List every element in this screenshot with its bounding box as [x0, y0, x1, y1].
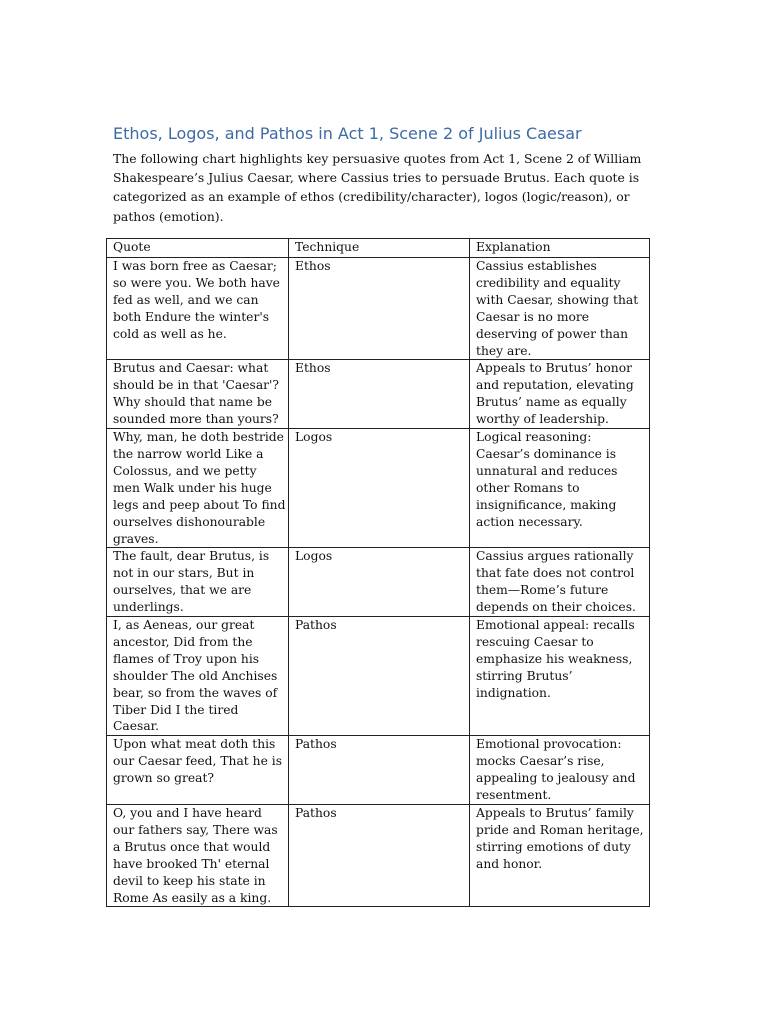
header-technique: Technique — [289, 239, 470, 258]
document-title: Ethos, Logos, and Pathos in Act 1, Scene 2 of Julius Caesar — [113, 124, 582, 143]
explanation-cell: Emotional provocation: mocks Caesar’s rise, appealing to jealousy and resentment. — [470, 736, 650, 805]
header-explanation: Explanation — [470, 239, 650, 258]
table-row — [107, 736, 650, 805]
table-row — [107, 617, 650, 736]
table-header-row — [107, 239, 650, 258]
explanation-cell: Cassius establishes credibility and equality with Caesar, showing that Caesar is no more deserving of power than they are. — [470, 258, 650, 360]
table-row — [107, 429, 650, 548]
explanation-cell: Emotional appeal: recalls rescuing Caesar to emphasize his weakness, stirring Brutus’ indignation. — [470, 617, 650, 736]
quote-cell: Why, man, he doth bestride the narrow world Like a Colossus, and we petty men Walk under his huge legs and peep about To find ourselves dishonourable graves. — [107, 429, 289, 548]
explanation-cell: Logical reasoning: Caesar’s dominance is unnatural and reduces other Romans to insignificance, making action necessary. — [470, 429, 650, 548]
quote-cell: The fault, dear Brutus, is not in our stars, But in ourselves, that we are underlings. — [107, 548, 289, 617]
explanation-cell: Cassius argues rationally that fate does not control them—Rome’s future depends on their choices. — [470, 548, 650, 617]
table-row — [107, 805, 650, 907]
quote-cell: O, you and I have heard our fathers say, There was a Brutus once that would have brooked Th' eternal devil to keep his state in Rome As easily as a king. — [107, 805, 289, 907]
technique-cell: Logos — [289, 548, 470, 617]
technique-cell: Logos — [289, 429, 470, 548]
intro-paragraph: The following chart highlights key persuasive quotes from Act 1, Scene 2 of William Shakespeare’s Julius Caesar, where Cassius tries to persuade Brutus. Each quote is categorized as an example of ethos (credibility/character), logos (logic/reason), or pathos (emotion). — [113, 151, 642, 224]
table-row — [107, 258, 650, 360]
persuasion-table — [106, 238, 650, 907]
technique-cell: Ethos — [289, 258, 470, 360]
explanation-cell: Appeals to Brutus’ honor and reputation, elevating Brutus’ name as equally worthy of leadership. — [470, 360, 650, 429]
technique-cell: Pathos — [289, 617, 470, 736]
explanation-cell: Appeals to Brutus’ family pride and Roman heritage, stirring emotions of duty and honor. — [470, 805, 650, 907]
quote-cell: Brutus and Caesar: what should be in that 'Caesar'? Why should that name be sounded more than yours? — [107, 360, 289, 429]
technique-cell: Pathos — [289, 736, 470, 805]
technique-cell: Ethos — [289, 360, 470, 429]
header-quote: Quote — [107, 239, 289, 258]
quote-cell: I was born free as Caesar; so were you. We both have fed as well, and we can both Endure the winter's cold as well as he. — [107, 258, 289, 360]
quote-cell: I, as Aeneas, our great ancestor, Did from the flames of Troy upon his shoulder The old Anchises bear, so from the waves of Tiber Did I the tired Caesar. — [107, 617, 289, 736]
table-row — [107, 360, 650, 429]
quote-cell: Upon what meat doth this our Caesar feed, That he is grown so great? — [107, 736, 289, 805]
technique-cell: Pathos — [289, 805, 470, 907]
table-row — [107, 548, 650, 617]
